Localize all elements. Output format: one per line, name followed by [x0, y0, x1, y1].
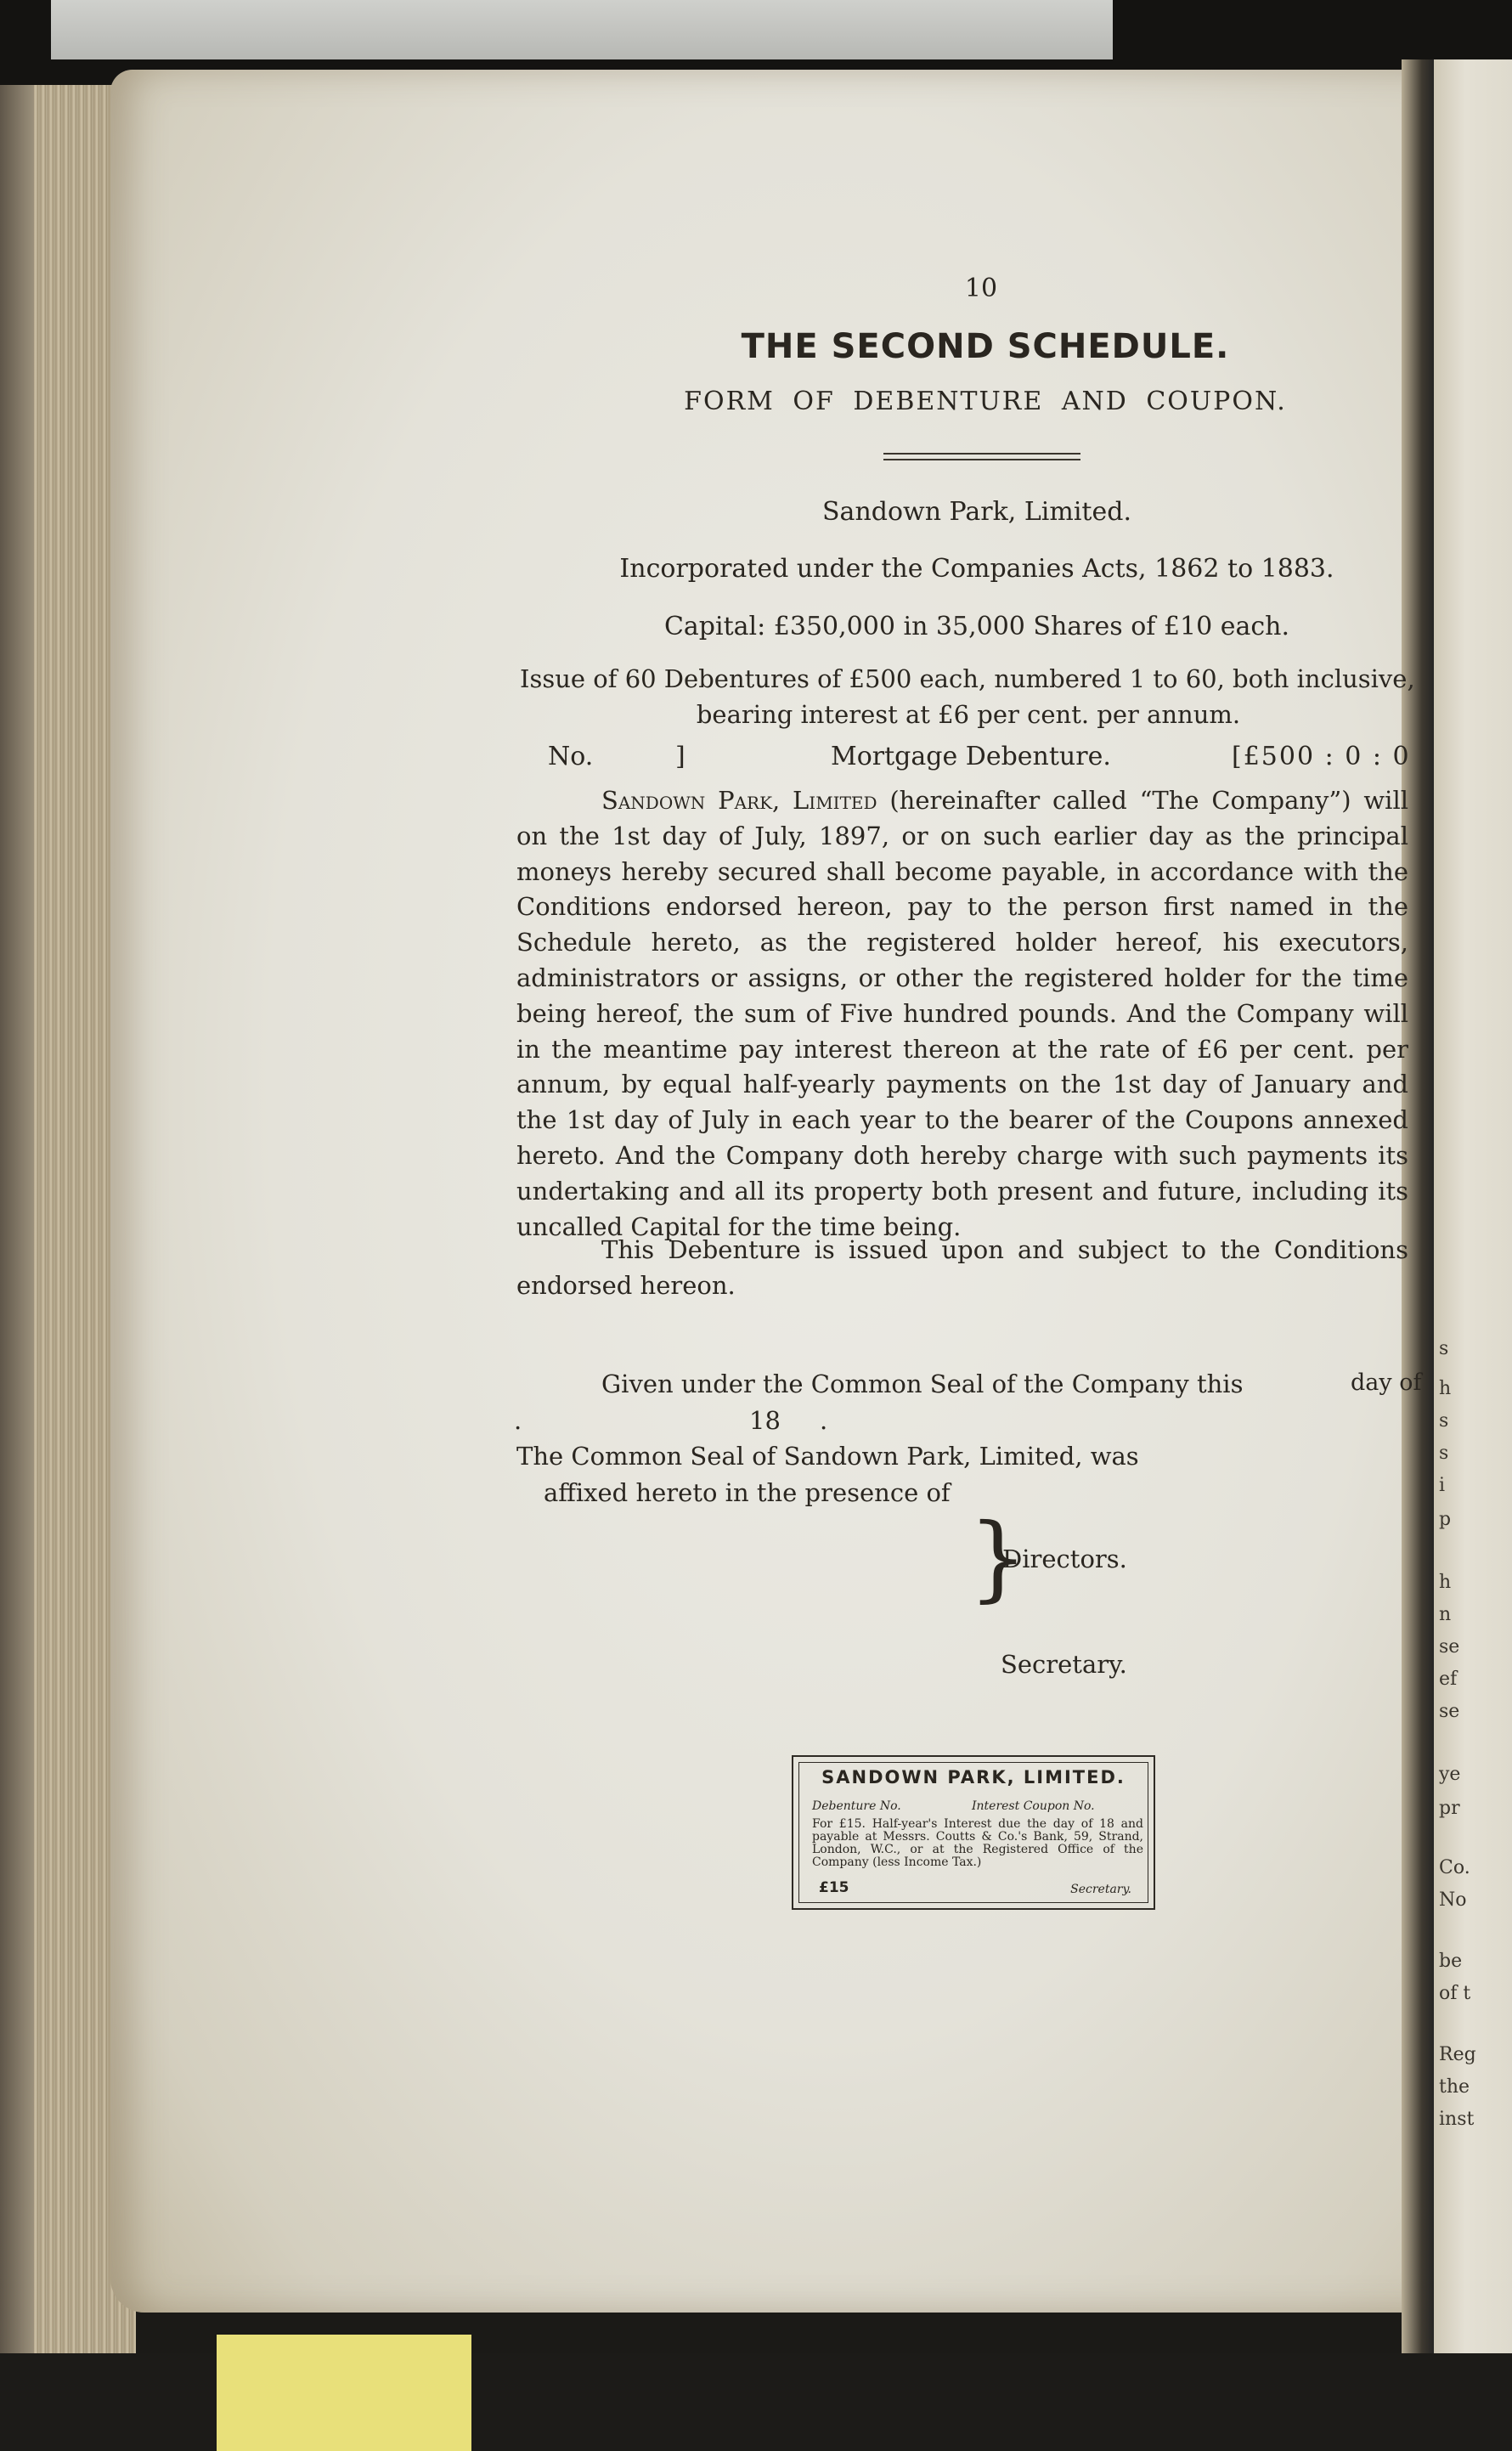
company-lead: Sandown Park, Limited — [601, 786, 877, 815]
adjacent-fragment: s — [1439, 1443, 1449, 1464]
adjacent-fragment: Reg — [1439, 2044, 1476, 2065]
coupon-debenture-no: Debenture No. — [812, 1799, 901, 1813]
paper-tab-strip — [51, 0, 1113, 59]
seal-presence-line: affixed hereto in the presence of — [544, 1478, 951, 1507]
adjacent-fragment: h — [1439, 1378, 1452, 1399]
adjacent-fragment: Co. — [1439, 1857, 1470, 1878]
incorporation-line: Incorporated under the Companies Acts, 1862 to 1883. — [619, 554, 1334, 584]
adjacent-fragment: be — [1439, 1951, 1463, 1972]
adjacent-fragment: se — [1439, 1701, 1460, 1722]
schedule-title: THE SECOND SCHEDULE. — [741, 327, 1230, 366]
directors-brace: } — [968, 1503, 1028, 1612]
adjacent-fragment: ef — [1439, 1669, 1458, 1690]
company-name: Sandown Park, Limited. — [822, 497, 1131, 527]
directors-label: Directors. — [1002, 1545, 1127, 1573]
adjacent-fragment: p — [1439, 1509, 1452, 1530]
adjacent-fragment: s — [1439, 1338, 1449, 1359]
coupon-title: SANDOWN PARK, LIMITED. — [821, 1767, 1126, 1787]
adjacent-fragment: ye — [1439, 1764, 1461, 1785]
given-line: Given under the Common Seal of the Company this — [601, 1370, 1244, 1398]
number-bracket: ] — [675, 742, 685, 771]
year-prefix: 18 — [749, 1406, 781, 1435]
adjacent-fragment: pr — [1439, 1798, 1460, 1819]
mortgage-debenture-label: Mortgage Debenture. — [831, 742, 1111, 771]
book-spine-shadow — [0, 85, 34, 2379]
seal-line: The Common Seal of Sandown Park, Limited, was — [516, 1442, 1139, 1471]
conditions-paragraph: This Debenture is issued upon and subject to the Conditions endorsed hereon. — [516, 1235, 1408, 1300]
coupon-amount: £15 — [819, 1879, 849, 1896]
adjacent-fragment: of t — [1439, 1983, 1471, 2004]
form-subtitle: FORM OF DEBENTURE AND COUPON. — [684, 387, 1287, 416]
coupon-interest-no: Interest Coupon No. — [972, 1799, 1095, 1813]
interest-coupon — [792, 1755, 1155, 1910]
coupon-text: For £15. Half-year's Interest due the day of 18 and payable at Messrs. Coutts & Co.'s Bank, 59, Strand, London, W.C., or at the Registered Office of the Company (less Income Tax.) — [812, 1817, 1143, 1869]
adjacent-fragment: n — [1439, 1604, 1452, 1625]
interest-line: bearing interest at £6 per cent. per annum. — [696, 700, 1241, 729]
double-rule-top — [883, 453, 1080, 455]
debenture-body — [516, 783, 1408, 1245]
double-rule-bottom — [883, 459, 1080, 460]
debenture-body-text: (hereinafter called “The Company”) will on the 1st day of July, 1897, or on such earlier day as the principal moneys hereby secured shall become payable, in accordance with the Conditions endorsed hereon, pay to the person first named in the Schedule hereto, as the registered holder hereof, his executors, administrators or assigns, or other the registered holder for the time being hereof, the sum of Five hundred pounds. And the Company will in the meantime pay interest thereon at the rate of £6 per cent. per annum, by equal half-yearly payments on the 1st day of January and the 1st day of July in each year to the bearer of the Coupons annexed hereto. And the Company doth hereby charge with such payments its undertaking and all its property both present and future, including its uncalled Capital for the time being. — [516, 786, 1408, 1241]
page-number: 10 — [964, 274, 998, 303]
number-label: No. — [548, 742, 594, 771]
sticky-note — [217, 2335, 471, 2451]
adjacent-fragment: inst — [1439, 2109, 1475, 2130]
adjacent-fragment: s — [1439, 1410, 1449, 1432]
secretary-label: Secretary. — [1001, 1650, 1127, 1679]
day-of-label: day of — [1351, 1370, 1422, 1396]
adjacent-fragment: i — [1439, 1475, 1446, 1496]
coupon-secretary: Secretary. — [1070, 1883, 1131, 1896]
issue-line: Issue of 60 Debentures of £500 each, numbered 1 to 60, both inclusive, — [520, 664, 1415, 693]
adjacent-fragment: the — [1439, 2076, 1470, 2098]
adjacent-fragment: No — [1439, 1889, 1467, 1911]
adjacent-fragment: h — [1439, 1572, 1452, 1593]
adjacent-page — [1434, 59, 1512, 2370]
capital-line: Capital: £350,000 in 35,000 Shares of £10 each. — [663, 612, 1290, 641]
date-dot: . — [820, 1406, 828, 1435]
adjacent-fragment: se — [1439, 1636, 1460, 1658]
date-dot: . — [514, 1406, 522, 1435]
debenture-amount: [£500 : 0 : 0 — [1232, 742, 1411, 771]
